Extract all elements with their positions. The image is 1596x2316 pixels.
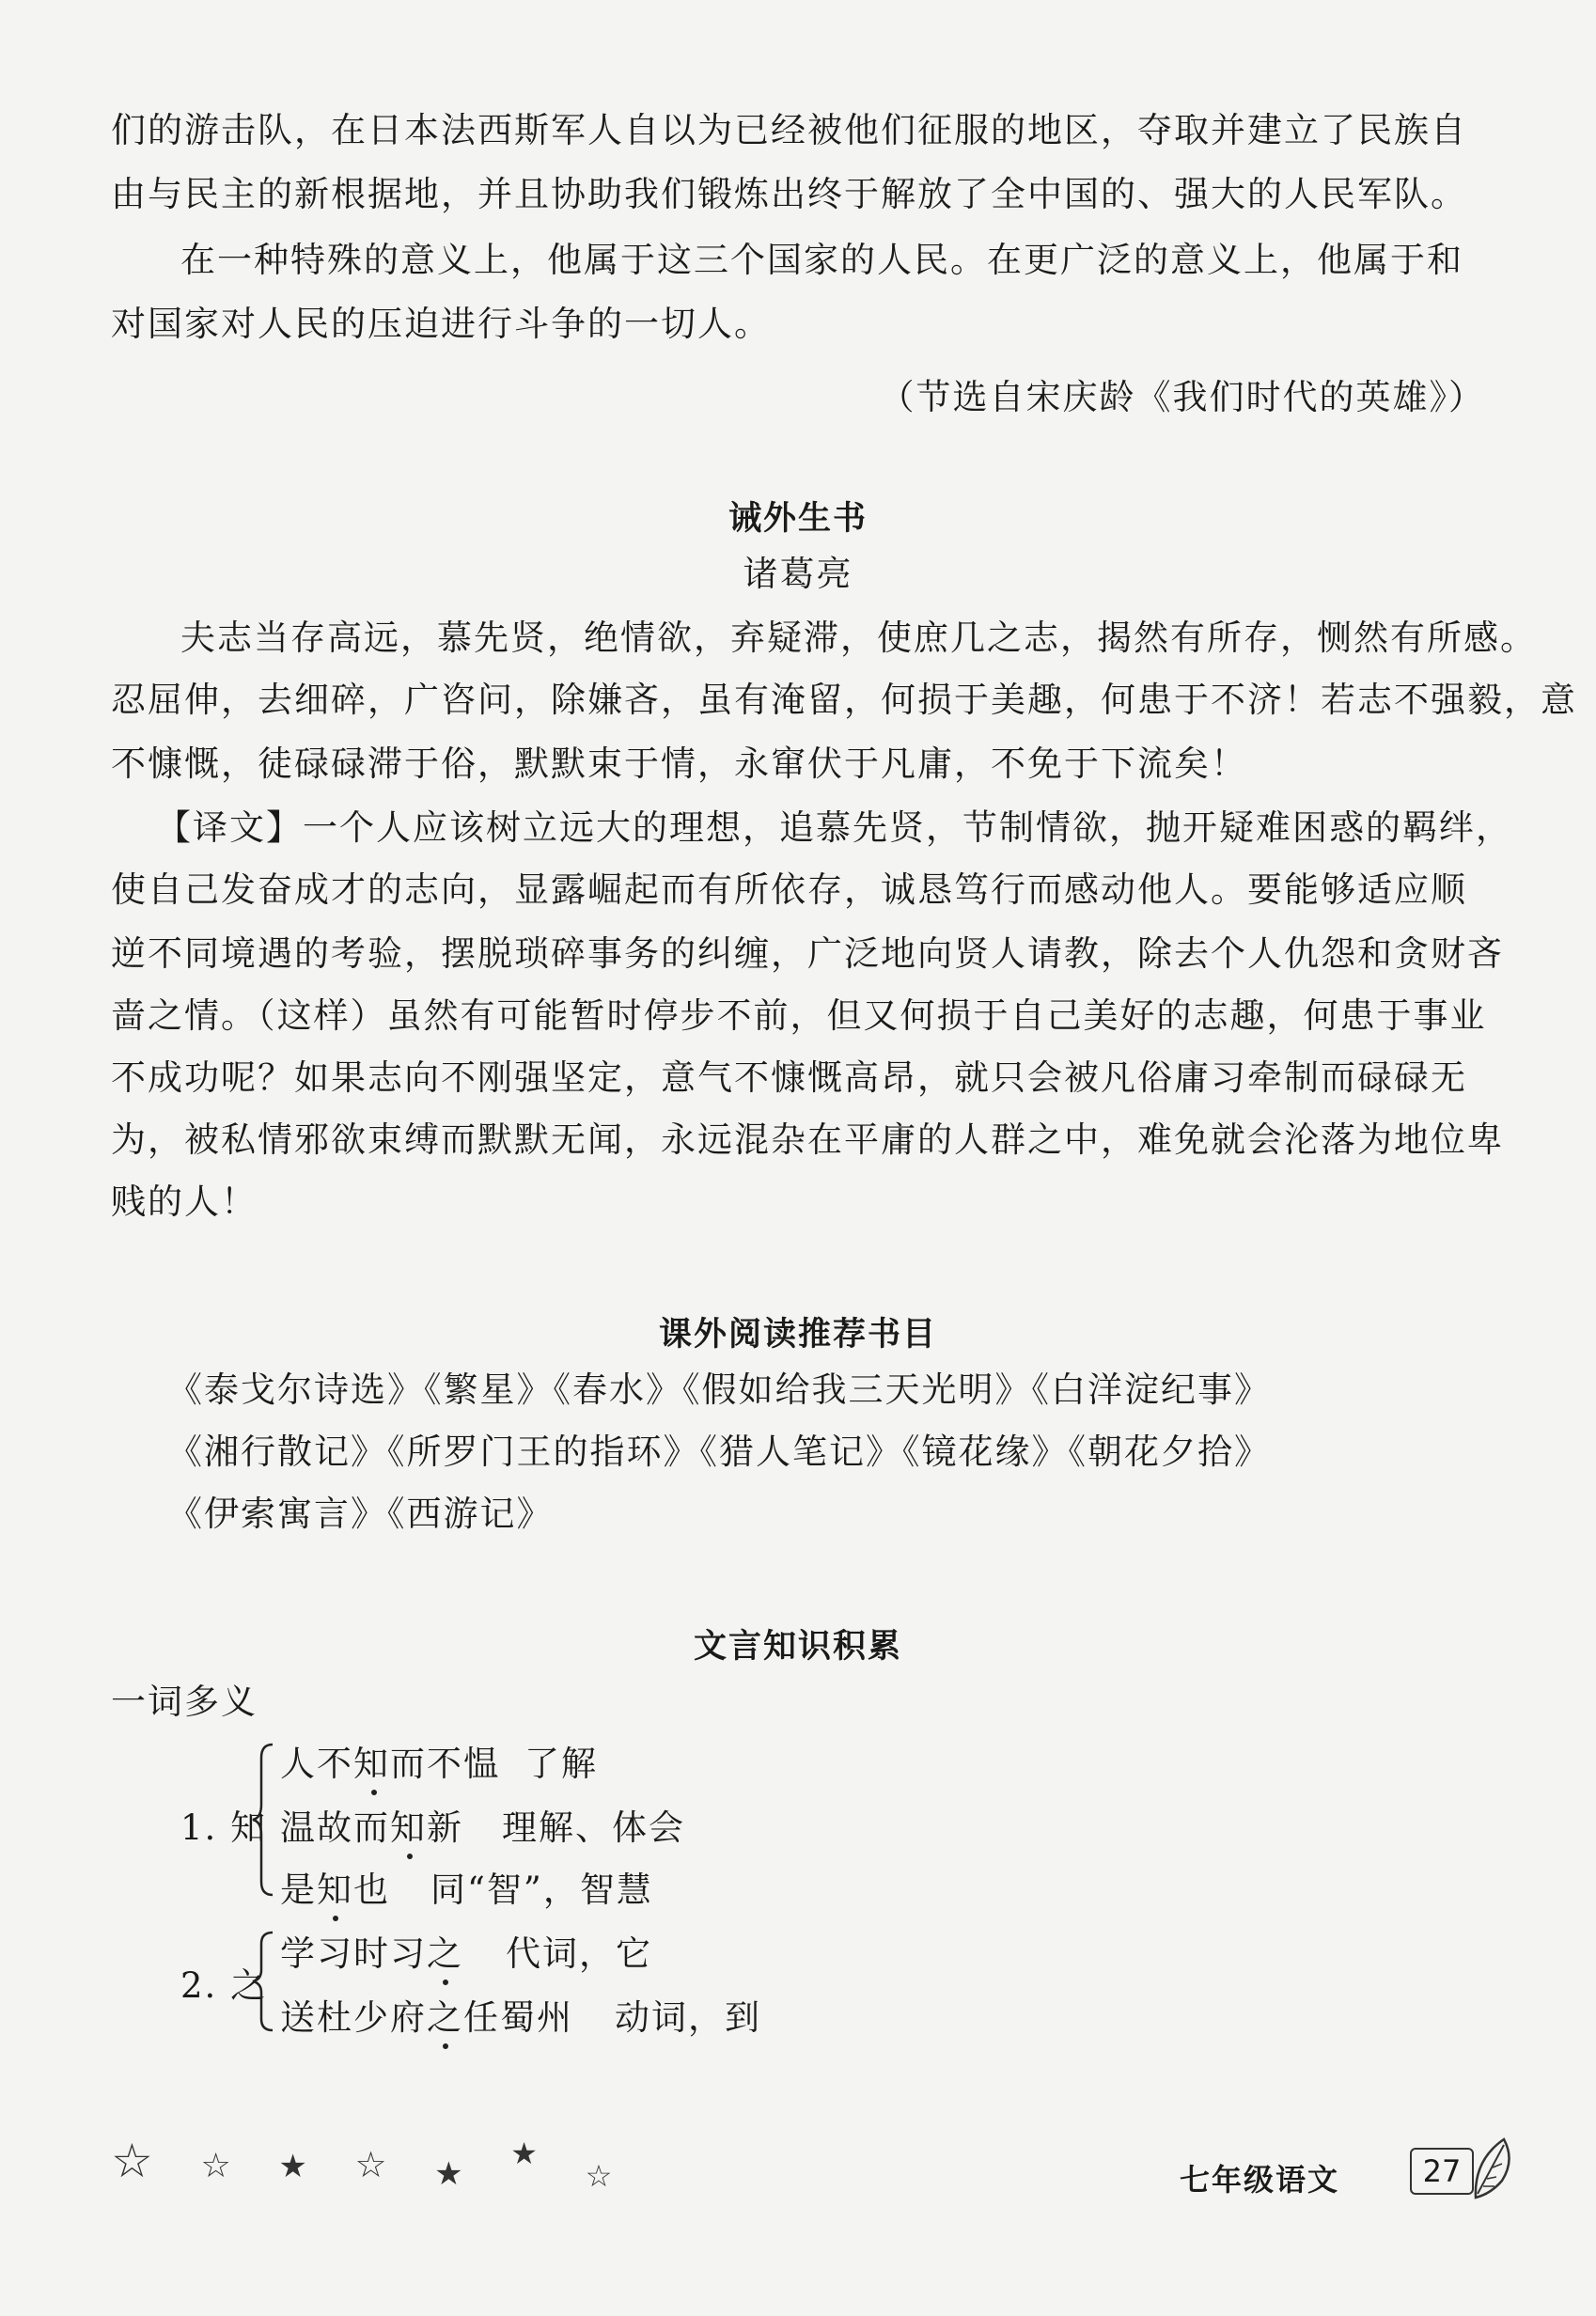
classical-subtitle: 一词多义 xyxy=(111,1682,258,1722)
entry-phrase: 学习时习之 xyxy=(280,1933,463,1974)
translation-line: 贱的人！ xyxy=(111,1181,258,1222)
book-list-line: 《泰戈尔诗选》《繁星》《春水》《假如给我三天光明》《白洋淀纪事》 xyxy=(167,1369,1271,1410)
entry-meaning: 理解、体会 xyxy=(502,1807,685,1848)
entry-meaning: 了解 xyxy=(524,1744,598,1784)
brace-icon xyxy=(250,1929,278,2034)
books-title: 课外阅读推荐书目 xyxy=(658,1316,937,1354)
paragraph-line: 由与民主的新根据地，并且协助我们锻炼出终于解放了全中国的、强大的人民军队。 xyxy=(111,174,1467,214)
star-icon: ☆ xyxy=(585,2158,630,2194)
star-icon: ☆ xyxy=(200,2147,248,2185)
star-icon: ☆ xyxy=(354,2144,404,2185)
decorative-stars xyxy=(111,2134,630,2194)
book-list-line: 《伊索寓言》《西游记》 xyxy=(167,1494,554,1534)
article-text-line: 不慷慨，徒碌碌滞于俗，默默束于情，永窜伏于凡庸，不免于下流矣！ xyxy=(111,743,1247,784)
leaf-icon xyxy=(1466,2132,1523,2207)
translation-line: 使自己发奋成才的志向，显露崛起而有所依存，诚恳笃行而感动他人。要能够适应顺 xyxy=(111,869,1467,910)
emphasis-dot xyxy=(443,1980,448,1985)
entry-phrase: 人不知而不愠 xyxy=(280,1744,500,1784)
article-author: 诸葛亮 xyxy=(743,554,853,594)
emphasis-dot xyxy=(371,1790,377,1795)
star-icon: ★ xyxy=(510,2136,555,2171)
page-number: 27 xyxy=(1410,2148,1474,2195)
translation-line: 啬之情。（这样）虽然有可能暂时停步不前，但又何损于自己美好的志趣，何患于事业 xyxy=(111,995,1487,1036)
paragraph-line: 们的游击队，在日本法西斯军人自以为已经被他们征服的地区，夺取并建立了民族自 xyxy=(111,110,1467,150)
translation-line: 【译文】一个人应该树立远大的理想，追慕先贤，节制情欲，抛开疑难困惑的羁绊， xyxy=(156,807,1512,848)
classical-title: 文言知识积累 xyxy=(693,1628,902,1666)
emphasis-dot xyxy=(333,1916,338,1921)
paragraph-line: 对国家对人民的压迫进行斗争的一切人。 xyxy=(111,304,771,344)
entry-phrase: 是知也 xyxy=(280,1870,390,1910)
translation-line: 逆不同境遇的考验，摆脱琐碎事务的纠缠，广泛地向贤人请教，除去个人仇怨和贪财吝 xyxy=(111,933,1504,974)
article-text-line: 夫志当存高远，慕先贤，绝情欲，弃疑滞，使庶几之志，揭然有所存，恻然有所感。 xyxy=(180,618,1537,658)
entry-phrase: 送杜少府之任蜀州 xyxy=(280,1997,573,2038)
brace-icon xyxy=(250,1741,278,1899)
emphasis-dot xyxy=(443,2043,448,2049)
star-icon: ★ xyxy=(434,2155,480,2193)
star-icon: ☆ xyxy=(111,2134,170,2188)
entry-phrase: 温故而知新 xyxy=(280,1807,463,1848)
book-list-line: 《湘行散记》《所罗门王的指环》《猎人笔记》《镜花缘》《朝花夕拾》 xyxy=(167,1432,1271,1472)
source-citation: （节选自宋庆龄《我们时代的英雄》） xyxy=(879,377,1485,417)
entry-meaning: 动词，到 xyxy=(615,1997,761,2038)
translation-line: 不成功呢？如果志向不刚强坚定，意气不慷慨高昂，就只会被凡俗庸习牵制而碌碌无 xyxy=(111,1057,1467,1098)
item-label: 1. 知 xyxy=(180,1807,268,1848)
emphasis-dot xyxy=(407,1854,413,1859)
item-label: 2. 之 xyxy=(180,1965,268,2006)
entry-meaning: 同“智”，智慧 xyxy=(430,1870,653,1910)
article-title: 诫外生书 xyxy=(728,500,868,538)
translation-line: 为，被私情邪欲束缚而默默无闻，永远混杂在平庸的人群之中，难免就会沦落为地位卑 xyxy=(111,1119,1504,1160)
grade-subject-label: 七年级语文 xyxy=(1180,2162,1340,2198)
article-text-line: 忍屈伸，去细碎，广咨问，除嫌吝，虽有淹留，何损于美趣，何患于不济！若志不强毅，意 xyxy=(111,680,1577,720)
entry-meaning: 代词，它 xyxy=(506,1933,652,1974)
star-icon: ★ xyxy=(278,2148,324,2185)
paragraph-line: 在一种特殊的意义上，他属于这三个国家的人民。在更广泛的意义上，他属于和 xyxy=(180,240,1463,280)
